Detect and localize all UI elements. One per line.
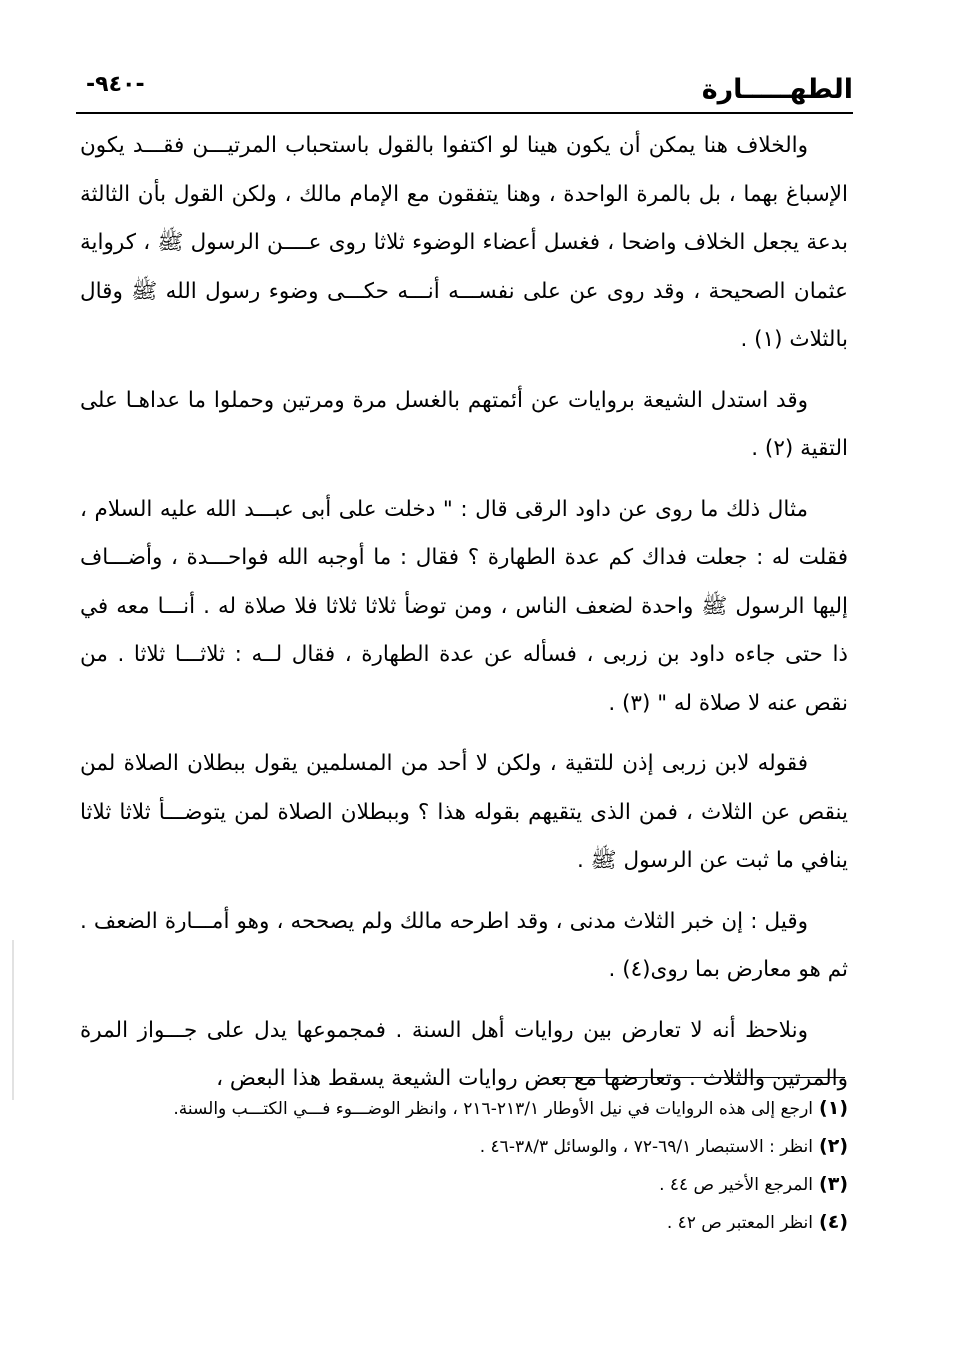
- page-number: -٩٤٠-: [86, 72, 145, 97]
- paragraph: مثال ذلك ما روى عن داود الرقى قال : " دخلت على أبى عبـــد الله عليه السلام ، فقلت له : جعلت فداك كم عدة الطهارة ؟ فقال : ما أوجبه الله فواحـــدة ، وأضـــاف إليها الرسول ﷺ واحدة لضعف الناس ، ومن توضأ ثلاثا ثلاثا فلا صلاة له . أنـــا معه في ذا حتى جاءه داود بن زربى ، فسأله عن عدة الطهارة ، فقال لــه : ثلاثـــا ثلاثا . من نقص عنه لا صلاة له " (٣) .: [80, 496, 848, 716]
- paragraph: وقيل : إن خبر الثلاث مدنى ، وقد اطرحه مالك ولم يصححه ، وهو أمـــارة الضعف . ثم هو معارض بما روى(٤) .: [80, 908, 848, 982]
- scan-margin-mark: [12, 940, 14, 1100]
- footnotes: [80, 1090, 848, 1242]
- body-text: [80, 122, 848, 1116]
- footnote-divider: [555, 1077, 845, 1078]
- footnote-number: (٤): [819, 1211, 848, 1233]
- paragraph: ونلاحظ أنه لا تعارض بين روايات أهل السنة . فمجموعها يدل على جـــواز المرة والمرتين والثلاث . وتعارضها مع بعض روايات الشيعة يسقط هذا البعض ،: [80, 1017, 848, 1091]
- page-header: [76, 62, 853, 112]
- footnote-number: (١): [819, 1097, 848, 1119]
- running-title: الطهـــــارة: [701, 74, 853, 105]
- footnote: [80, 1204, 848, 1242]
- footnote-text: انظر المعتبر ص ٤٢ .: [666, 1213, 814, 1233]
- footnote-text: انظر : الاستبصار ٦٩/١-٧٢ ، والوسائل ٣٨/٣-٤٦ .: [479, 1137, 814, 1157]
- paragraph: والخلاف هنا يمكن أن يكون هينا لو اكتفوا بالقول باستحباب المرتيـــن فقـــد يكون الإسباغ بهما ، بل بالمرة الواحدة ، وهنا يتفقون مع الإمام مالك ، ولكن القول بأن الثالثة بدعة يجعل الخلاف واضحا ، فغسل أعضاء الوضوء ثلاثا روى عــــن الرسول ﷺ ، كرواية عثمان الصحيحة ، وقد روى عن على نفســـه أنـــه حكـــى وضوء رسول الله ﷺ وقال بالثلاث (١) .: [80, 133, 848, 352]
- paragraph: وقد استدل الشيعة بروايات عن أئمتهم بالغسل مرة ومرتين وحملوا ما عداهـا على التقية (٢) .: [80, 387, 848, 461]
- header-divider: [76, 112, 853, 114]
- footnote-text: المرجع الأخير ص ٤٤ .: [659, 1175, 814, 1195]
- footnote: [80, 1166, 848, 1204]
- footnote-number: (٢): [819, 1135, 848, 1157]
- footnote-text: ارجع إلى هذه الروايات في نيل الأوطار ٢١٣/١-٢١٦ ، وانظر الوضـــوء فـــي الكتـــب والسنة.: [173, 1099, 814, 1119]
- paragraph: فقوله لابن زربى إذن للتقية ، ولكن لا أحد من المسلمين يقول ببطلان الصلاة لمن ينقص عن الثلاث ، فمن الذى يتقيهم بقوله هذا ؟ وببطلان الصلاة لمن يتوضـــأ ثلاثا ثلاثا ينافي ما ثبت عن الرسول ﷺ .: [80, 751, 848, 873]
- footnote: [80, 1090, 848, 1128]
- footnote: [80, 1128, 848, 1166]
- footnote-number: (٣): [819, 1173, 848, 1195]
